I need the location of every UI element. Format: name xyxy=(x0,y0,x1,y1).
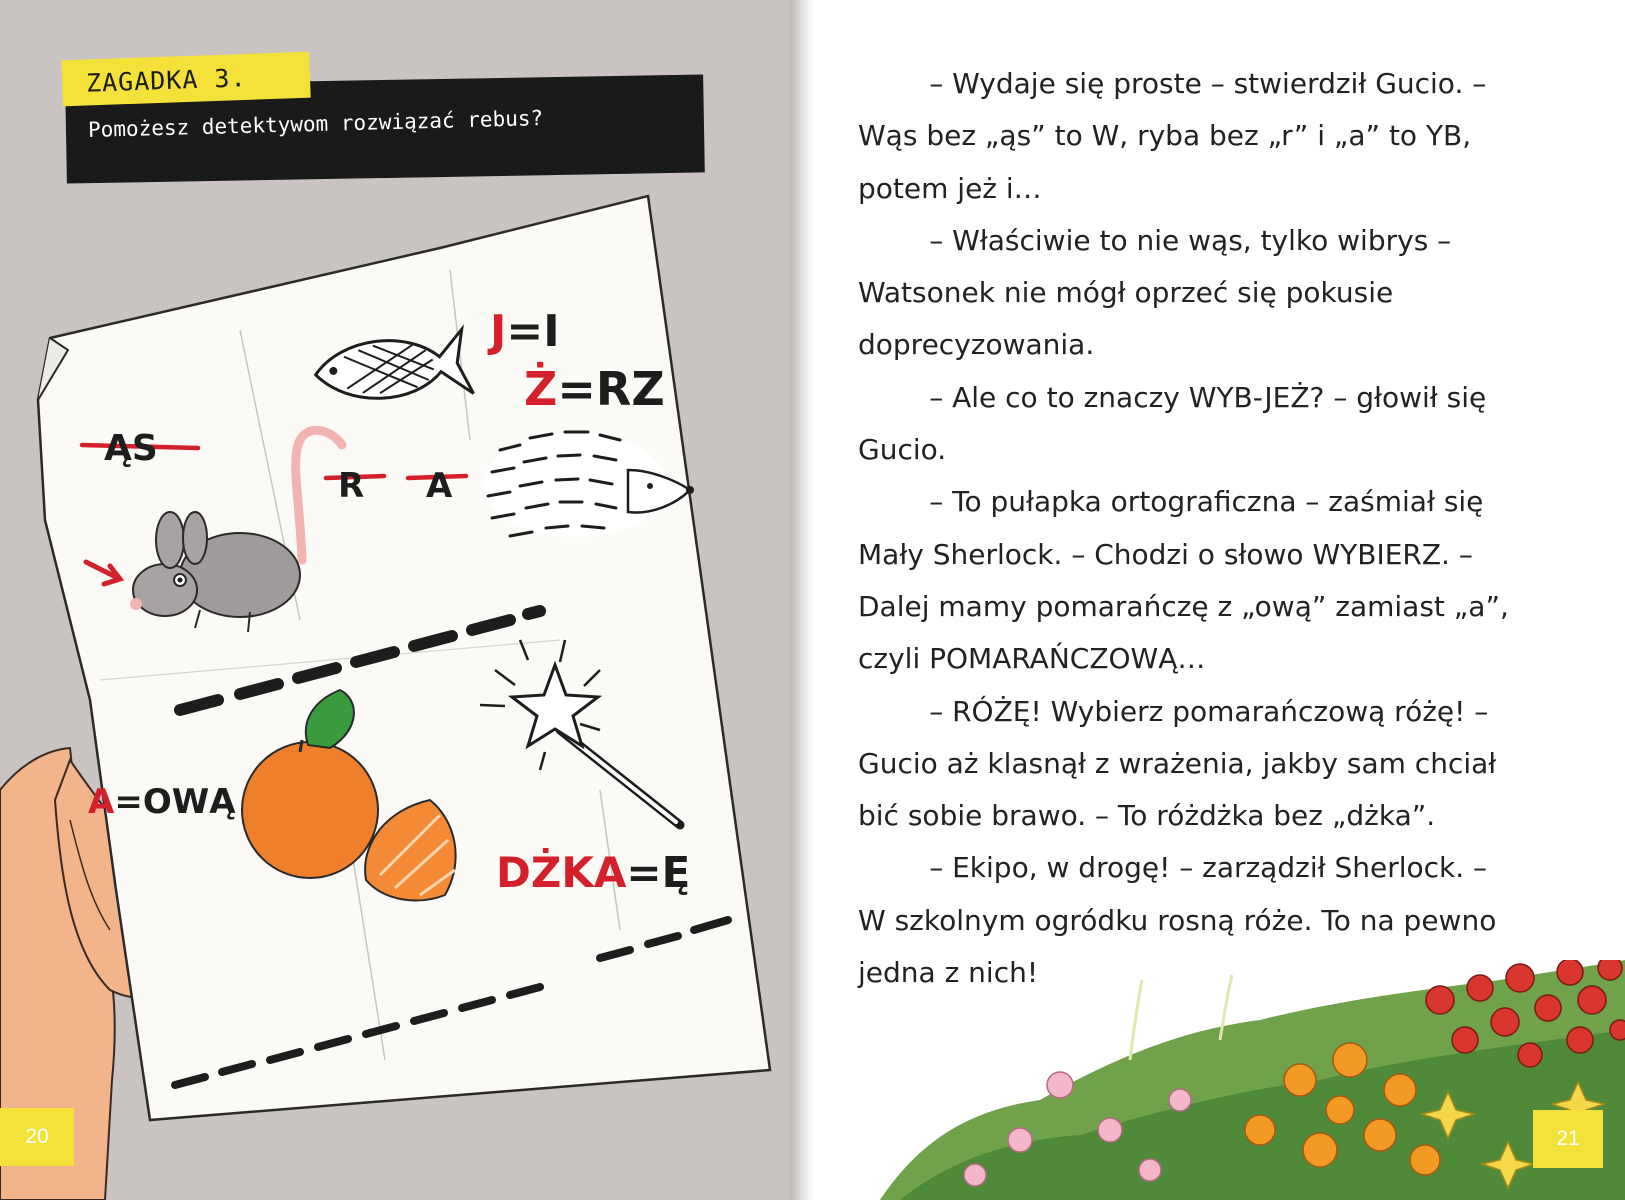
story-line: bić sobie brawo. – To różdżka bez „dżka”. xyxy=(858,799,1436,833)
story-text xyxy=(858,58,1558,999)
story-line: – To pułapka ortograficzna – zaśmiał się xyxy=(858,485,1484,519)
rebus-rule-a-owa xyxy=(88,782,236,822)
story-line: Mały Sherlock. – Chodzi o słowo WYBIERZ. – xyxy=(858,537,1473,571)
story-line: – Ale co to znaczy WYB-JEŻ? – głowił się xyxy=(858,380,1487,414)
story-line: – Właściwie to nie wąs, tylko wibrys – xyxy=(858,223,1452,257)
riddle-label: ZAGADKA 3. xyxy=(85,63,247,98)
rebus-rule-a-owa-text xyxy=(88,782,236,822)
rebus-rule-a-owa-text-rest: =OWĄ xyxy=(114,782,236,822)
story-line: jedna z nich! xyxy=(858,956,1039,990)
story-line: doprecyzowania. xyxy=(858,328,1095,362)
story-line: Gucio. xyxy=(858,433,947,467)
rebus-rule-zrz xyxy=(524,362,665,416)
rebus-rule-dzka-text xyxy=(496,848,690,897)
rebus-rule-zrz-text xyxy=(524,362,665,416)
story-line: Gucio aż klasnął z wrażenia, jakby sam chciał xyxy=(858,746,1497,780)
rebus-rule-dzka xyxy=(496,848,690,897)
rebus-crossed-as: ĄS xyxy=(104,428,158,469)
story-line: – Ekipo, w drogę! – zarządził Sherlock. – xyxy=(858,851,1488,885)
story-line: – RÓŻĘ! Wybierz pomarańczową różę! – xyxy=(858,694,1489,728)
book-gutter xyxy=(790,0,814,1200)
story-line: Wąs bez „ąs” to W, ryba bez „r” i „a” to YB, xyxy=(858,119,1472,153)
story-line: Watsonek nie mógł oprzeć się pokusie xyxy=(858,276,1394,310)
rebus-rule-dzka-text-highlight: DŻKA xyxy=(496,848,627,897)
rebus-crossed-a: A xyxy=(426,466,453,506)
story-line: Dalej mamy pomarańczę z „ową” zamiast „a”, xyxy=(858,589,1509,623)
story-line: – Wydaje się proste – stwierdził Gucio. – xyxy=(858,67,1487,100)
page-number-left: 20 xyxy=(0,1108,74,1166)
story-line: W szkolnym ogródku rosną róże. To na pewno xyxy=(858,903,1497,937)
story-line: potem jeż i… xyxy=(858,171,1042,205)
rebus-rule-zrz-text-highlight: Ż xyxy=(524,362,558,416)
page-number-right: 21 xyxy=(1533,1110,1603,1168)
rebus-rule-j-text xyxy=(490,306,560,357)
riddle-question: Pomożesz detektywom rozwiązać rebus? xyxy=(87,106,544,142)
rebus-crossed-r: R xyxy=(338,466,365,506)
story-line: czyli POMARAŃCZOWĄ… xyxy=(858,642,1206,676)
rebus-rule-j xyxy=(490,306,560,357)
rebus-rule-zrz-text-rest: =RZ xyxy=(557,362,665,416)
rebus-rule-j-text-highlight: J xyxy=(490,306,507,357)
rebus-rule-dzka-text-rest: =Ę xyxy=(626,848,691,897)
rebus-rule-j-text-rest: =I xyxy=(506,306,560,357)
left-page xyxy=(0,0,800,1200)
rebus-rule-a-owa-text-highlight: A xyxy=(88,782,115,822)
flower-bed-illustration xyxy=(880,960,1625,1200)
